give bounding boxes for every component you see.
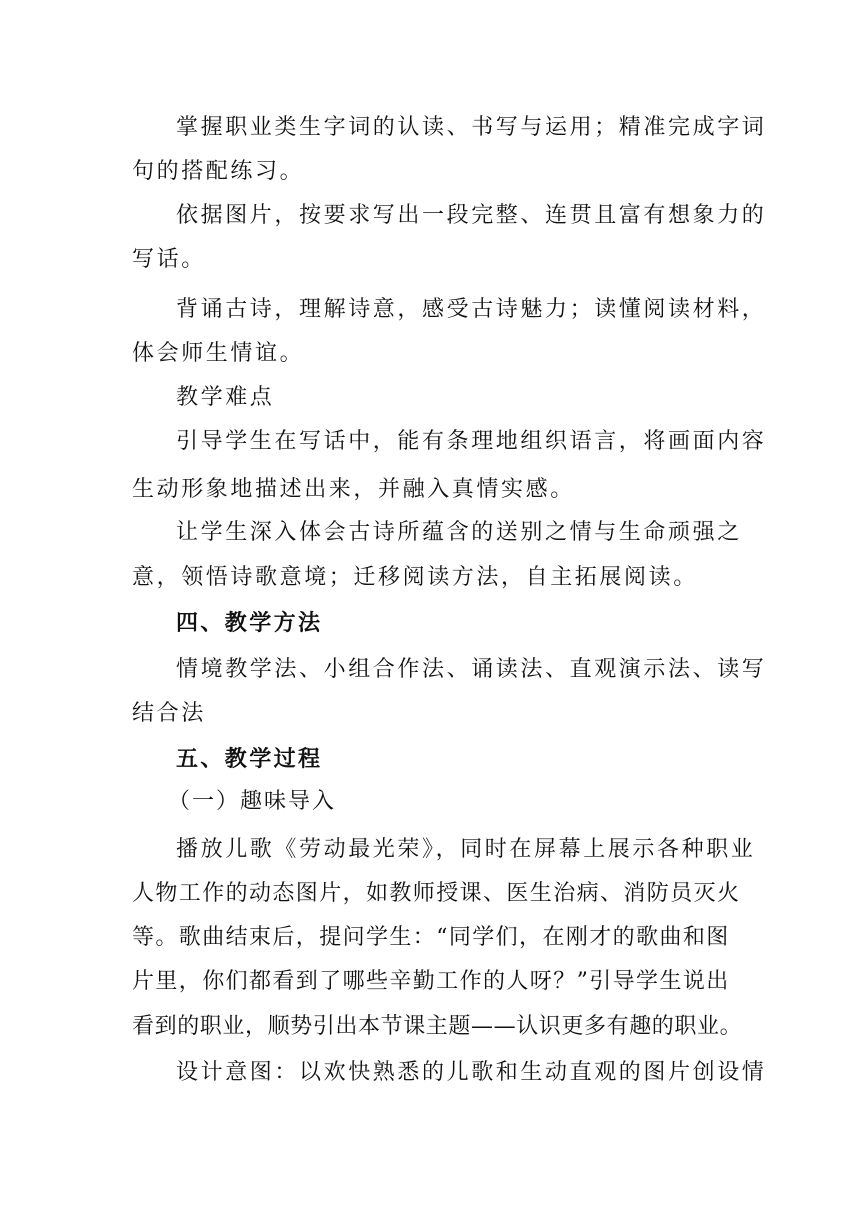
body-paragraph-line: 体会师生情谊。 xyxy=(132,341,305,366)
body-paragraph-line: 片里，你们都看到了哪些辛勤工作的人呀？”引导学生说出 xyxy=(132,969,730,994)
section-heading-teaching-process: 五、教学过程 xyxy=(176,747,323,772)
body-paragraph-line: 句的搭配练习。 xyxy=(132,159,305,184)
body-paragraph-line: 情境教学法、小组合作法、诵读法、直观演示法、读写 xyxy=(176,657,767,682)
body-paragraph-line: 写话。 xyxy=(132,247,206,272)
body-paragraph-line: 看到的职业，顺势引出本节课主题——认识更多有趣的职业。 xyxy=(132,1014,743,1039)
body-paragraph-line: 掌握职业类生字词的认读、书写与运用；精准完成字词 xyxy=(176,115,767,140)
body-paragraph-line: 生动形象地描述出来，并融入真情实感。 xyxy=(132,477,575,502)
body-paragraph-line: 依据图片，按要求写出一段完整、连贯且富有想象力的 xyxy=(176,203,767,228)
body-paragraph-line: 播放儿歌《劳动最光荣》，同时在屏幕上展示各种职业 xyxy=(176,837,756,862)
body-paragraph-line: 等。歌曲结束后，提问学生：“同学们，在刚才的歌曲和图 xyxy=(132,925,730,950)
body-paragraph-line: 设计意图：以欢快熟悉的儿歌和生动直观的图片创设情 xyxy=(176,1060,767,1085)
subsection-heading: （一）趣味导入 xyxy=(168,789,337,814)
body-paragraph-line: 背诵古诗，理解诗意，感受古诗魅力；读懂阅读材料， xyxy=(176,297,767,322)
body-paragraph-line: 引导学生在写话中，能有条理地组织语言，将画面内容 xyxy=(176,429,767,454)
body-paragraph-line: 意，领悟诗歌意境；迁移阅读方法，自主拓展阅读。 xyxy=(132,565,698,590)
body-paragraph-line: 让学生深入体会古诗所蕴含的送别之情与生命顽强之 xyxy=(176,520,742,545)
body-paragraph-line: 结合法 xyxy=(132,701,206,726)
subheading: 教学难点 xyxy=(176,385,275,410)
section-heading-teaching-methods: 四、教学方法 xyxy=(176,611,323,636)
body-paragraph-line: 人物工作的动态图片，如教师授课、医生治病、消防员灭火 xyxy=(132,881,741,906)
